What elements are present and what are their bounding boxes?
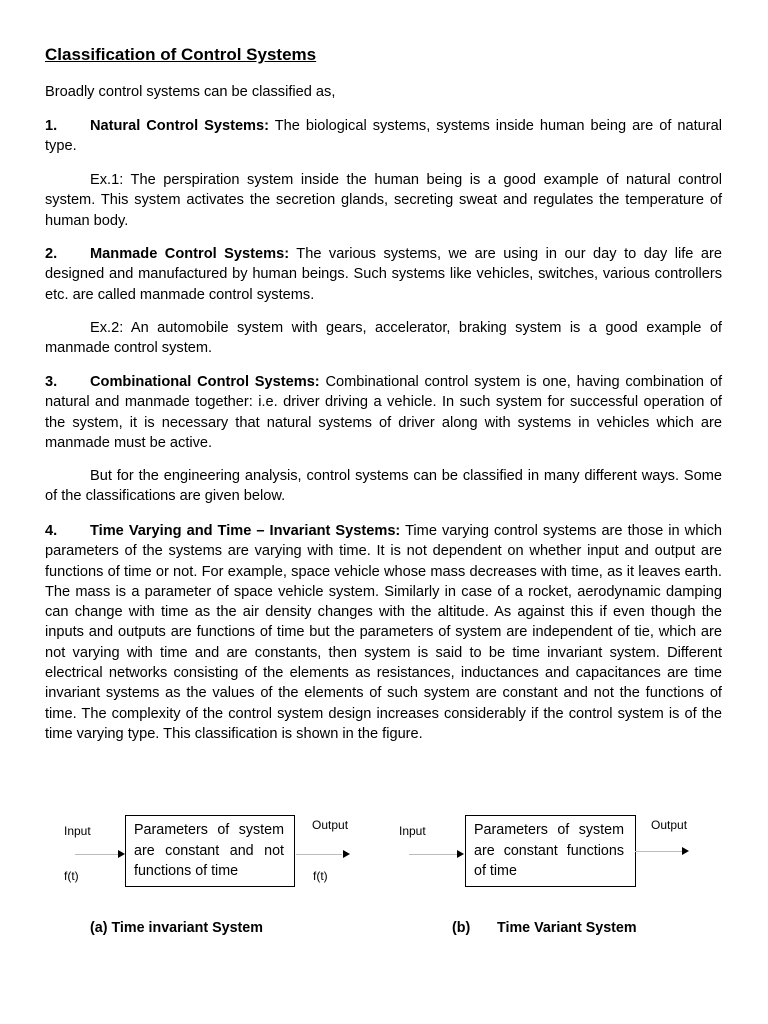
- figure-caption-b-label: (b): [452, 920, 471, 936]
- input-signal-label: f(t): [64, 869, 79, 883]
- arrow-icon: [457, 850, 464, 858]
- intro-paragraph: Broadly control systems can be classified as,: [45, 84, 336, 100]
- example-2: Ex.2: An automobile system with gears, accelerator, braking system is a good example of manmade control system.: [45, 320, 722, 357]
- system-box: Parameters of system are constant functions of time: [465, 815, 636, 887]
- item-3: 3. Combinational Control Systems: Combinational control system is one, having combination of natural and manmade together: i.e. driver driving a vehicle. In such system for successful operation of the system, it is necessary that natural systems of driver along with systems in vehicles which are manmade must be active.: [45, 374, 722, 451]
- figure-caption-b: Time Variant System: [497, 920, 637, 936]
- input-label: Input: [399, 824, 426, 838]
- figure-caption-a: (a) Time invariant System: [90, 920, 263, 936]
- input-label: Input: [64, 824, 91, 838]
- item-1: 1. Natural Control Systems: The biological systems, systems inside human being are of natural type.: [45, 118, 722, 155]
- item-2: 2. Manmade Control Systems: The various systems, we are using in our day to day life are designed and manufactured by human beings. Such systems like vehicles, switches, various controllers etc. are called manmade control systems.: [45, 246, 722, 303]
- output-label: Output: [651, 818, 688, 832]
- item-4: 4. Time Varying and Time – Invariant Systems: Time varying control systems are those in which parameters of the systems are varying with time. It is not dependent on whether input and output are functions of time or not. For example, space vehicle whose mass decreases with time, as it leaves earth. The mass is a parameter of space vehicle system. Similarly in case of a rocket, aerodynamic damping can change with time as the air density changes with the altitude. As against this if even though the inputs and outputs are functions of time but the parameters of system are independent of tie, which are not varying with time and are constants, then system is said to be time invariant system. Different electrical networks consisting of the elements as resistances, inductances and capacitances are time invariant systems as the values of the elements of such system are constant and not the functions of time. The complexity of the control system design increases considerably if the control system is of the time varying type. This classification is shown in the figure.: [45, 523, 722, 742]
- example-1: Ex.1: The perspiration system inside the human being is a good example of natural control system. This system activates the secretion glands, secreting sweat and regulates the temperature of human body.: [45, 172, 722, 229]
- arrow-icon: [118, 850, 125, 858]
- engineering-paragraph: But for the engineering analysis, control systems can be classified in many different ways. Some of the classifications are given below.: [45, 468, 722, 505]
- arrow-icon: [682, 847, 689, 855]
- output-line: [296, 854, 342, 855]
- input-line: [75, 854, 119, 855]
- output-signal-label: f(t): [313, 869, 328, 883]
- input-line: [409, 854, 458, 855]
- output-label: Output: [312, 818, 349, 832]
- output-line: [635, 851, 682, 852]
- system-box: Parameters of system are constant and not functions of time: [125, 815, 295, 887]
- page-title: Classification of Control Systems: [45, 45, 317, 64]
- arrow-icon: [343, 850, 350, 858]
